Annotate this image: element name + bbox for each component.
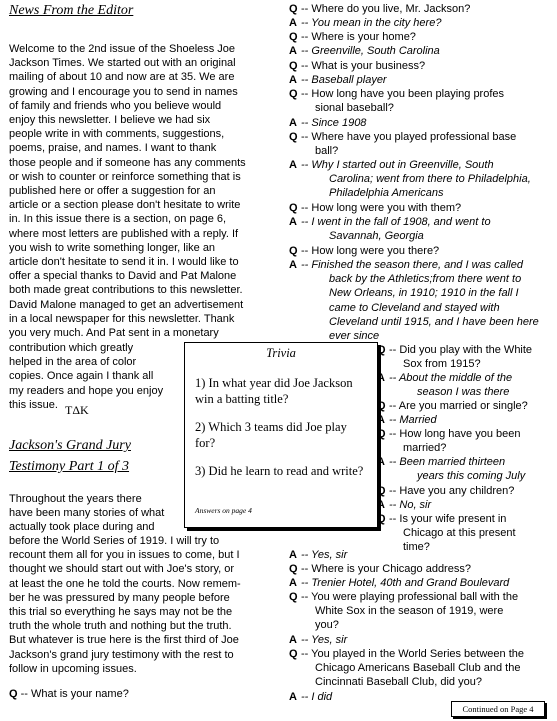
- question-text: [301, 590, 518, 633]
- text-line: published here or offer a suggestion for an: [9, 185, 216, 198]
- first-question: [9, 687, 129, 701]
- text-line: -- I did: [301, 691, 333, 703]
- text-line: helped in the area of color: [9, 356, 137, 369]
- text-line: ber he was pressured by many people before: [9, 591, 230, 604]
- text-line: -- You played in the World Series between the: [301, 648, 524, 660]
- text-line: have been many stories of what: [9, 507, 165, 520]
- text-line: sional baseball?: [315, 102, 394, 115]
- text-line: Chicago Americans Baseball Club and the: [315, 662, 521, 675]
- editor-signature: TΔK: [65, 403, 89, 417]
- answer-label: A: [289, 17, 297, 29]
- text-line: article don't hesitate to send it in. I would like to: [9, 256, 239, 269]
- jury-heading-line: Testimony Part 1 of 3: [9, 459, 130, 474]
- question-text: [301, 30, 416, 44]
- text-line: -- Yes, sir: [301, 634, 348, 646]
- text-line: But whatever is true here is the first third of Joe: [9, 634, 239, 647]
- answer-label: A: [289, 259, 297, 271]
- question-text: [389, 399, 528, 413]
- question-label: Q: [377, 485, 386, 497]
- answer-text: [301, 548, 347, 562]
- text-line: at least the one he told the courts. Now remem-: [9, 577, 241, 590]
- text-line: Philadelphia Americans: [329, 187, 444, 200]
- text-line: actually took place during and: [9, 521, 155, 534]
- question-label: Q: [289, 202, 298, 214]
- text-line: you wish to write something longer, like an: [9, 241, 216, 254]
- answer-label: A: [289, 159, 297, 171]
- jury-intro: [9, 534, 281, 676]
- trivia-question: 3) Did he learn to read and write?: [195, 464, 364, 478]
- question-text: -- What is your name?: [20, 688, 129, 700]
- text-line: -- Is your wife present in: [389, 513, 507, 525]
- text-line: ever since: [329, 330, 380, 343]
- question-label: Q: [289, 88, 298, 100]
- answer-text: [301, 690, 332, 704]
- question-text: [301, 2, 470, 16]
- question-label: Q: [9, 688, 18, 700]
- text-line: follow in upcoming issues.: [9, 662, 137, 675]
- text-line: -- I went in the fall of 1908, and went to: [301, 216, 491, 228]
- answer-text: [301, 258, 539, 343]
- text-line: offer a special thanks to David and Pat Malone: [9, 270, 237, 283]
- text-line: where most letters are published with a reply. If: [9, 227, 239, 240]
- question-text: [389, 343, 532, 371]
- text-line: my readers and hope you enjoy: [9, 384, 164, 397]
- question-label: Q: [289, 245, 298, 257]
- text-line: you?: [315, 619, 339, 632]
- text-line: -- What is your business?: [301, 60, 426, 72]
- text-line: -- No, sir: [389, 499, 432, 511]
- text-line: back by the Athletics;from there went to: [329, 273, 522, 286]
- text-line: -- About the middle of the: [389, 372, 513, 384]
- text-line: -- Greenville, South Carolina: [301, 45, 440, 57]
- text-line: people write in with comments, suggestions,: [9, 128, 225, 141]
- question-text: [301, 87, 504, 115]
- text-line: -- Been married thirteen: [389, 456, 506, 468]
- text-line: Jackson Times. We started out with an original: [9, 57, 236, 70]
- text-line: married?: [403, 442, 447, 455]
- text-line: -- Finished the season there, and I was called: [301, 259, 523, 271]
- text-line: this issue.: [9, 398, 58, 411]
- answer-label: A: [289, 216, 297, 228]
- answer-text: [301, 116, 366, 130]
- text-line: of family and friends who you believe would: [9, 99, 222, 112]
- answer-label: A: [289, 691, 297, 703]
- question-label: Q: [377, 344, 386, 356]
- text-line: Sox from 1915?: [403, 358, 481, 371]
- answer-text: [389, 455, 525, 483]
- text-line: -- Yes, sir: [301, 549, 348, 561]
- text-line: ball?: [315, 145, 339, 158]
- text-line: thought we should start out with Joe's story, or: [9, 563, 235, 576]
- text-line: -- Where is your home?: [301, 31, 416, 43]
- trivia-title: Trivia: [266, 346, 296, 360]
- question-text: [301, 562, 471, 576]
- text-line: Savannah, Georgia: [329, 230, 424, 243]
- text-line: mailing of about 10 and now are at 35. We are: [9, 71, 235, 84]
- question-label: Q: [289, 3, 298, 15]
- trivia-answers-note: Answers on page 4: [195, 506, 252, 515]
- answer-label: A: [289, 117, 297, 129]
- text-line: poems, praise, and names. I want to thank: [9, 142, 217, 155]
- text-line: recount them all for you in issues to come, but I: [9, 549, 240, 562]
- text-line: came to Cleveland and stayed with: [329, 301, 500, 314]
- text-line: Welcome to the 2nd issue of the Shoeless Joe: [9, 43, 236, 55]
- text-line: -- Baseball player: [301, 74, 387, 86]
- text-line: David Malone managed to get an advertisement: [9, 298, 244, 311]
- jury-heading: [9, 435, 131, 477]
- question-label: Q: [289, 131, 298, 143]
- question-label: Q: [289, 648, 298, 660]
- text-line: or wish to counter or reinforce something that is: [9, 170, 241, 183]
- text-line: -- You were playing professional ball with the: [301, 591, 519, 603]
- text-line: -- Married: [389, 414, 437, 426]
- text-line: growing and I encourage you to send in names: [9, 85, 238, 98]
- text-line: -- Trenier Hotel, 40th and Grand Boulevard: [301, 577, 510, 589]
- editor-paragraph: [9, 42, 281, 340]
- text-line: Cincinnati Baseball Club, did you?: [315, 676, 482, 689]
- answer-text: [301, 576, 509, 590]
- text-line: contribution which greatly: [9, 342, 134, 354]
- text-line: -- Did you play with the White: [389, 344, 533, 356]
- text-line: Carolina; went from there to Philadelphia,: [329, 173, 531, 186]
- question-text: [389, 484, 514, 498]
- answer-label: A: [289, 45, 297, 57]
- text-line: -- Since 1908: [301, 117, 367, 129]
- answer-label: A: [377, 456, 385, 468]
- text-line: -- Where have you played professional base: [301, 131, 517, 143]
- answer-label: A: [289, 74, 297, 86]
- text-line: time?: [403, 541, 430, 554]
- text-line: -- How long were you there?: [301, 245, 440, 257]
- answer-label: A: [289, 634, 297, 646]
- text-line: -- You mean in the city here?: [301, 17, 442, 29]
- question-label: Q: [289, 591, 298, 603]
- editor-paragraph-end: [9, 341, 184, 412]
- text-line: -- Are you married or single?: [389, 400, 528, 412]
- text-line: this trial so everything he says may not be the: [9, 606, 233, 619]
- answer-text: [389, 371, 512, 399]
- text-line: Cleveland until 1915, and I have been here: [329, 315, 539, 328]
- text-line: -- Why I started out in Greenville, South: [301, 159, 494, 171]
- question-text: [301, 201, 461, 215]
- continued-note: Continued on Page 4: [451, 701, 545, 717]
- question-label: Q: [377, 513, 386, 525]
- text-line: enjoy this newsletter. I believe we had six: [9, 114, 211, 127]
- text-line: -- How long have you been playing profes: [301, 88, 505, 100]
- text-line: both made great contributions to this newsletter.: [9, 284, 243, 297]
- question-text: [301, 59, 425, 73]
- answer-text: [301, 215, 491, 243]
- text-line: White Sox in the season of 1919, were: [315, 605, 504, 618]
- answer-text: [301, 73, 387, 87]
- answer-label: A: [289, 577, 297, 589]
- trivia-question: 1) In what year did Joe Jackson win a batting title?: [195, 376, 353, 406]
- text-line: -- Have you any children?: [389, 485, 515, 497]
- answer-label: A: [377, 372, 385, 384]
- jury-heading-line: Jackson's Grand Jury: [9, 438, 131, 453]
- text-line: Jackson's grand jury testimony with the rest to: [9, 648, 234, 661]
- text-line: Throughout the years there: [9, 493, 142, 505]
- question-label: Q: [377, 428, 386, 440]
- text-line: before the World Series of 1919. I will try to: [9, 535, 220, 547]
- text-line: -- How long have you been: [389, 428, 521, 440]
- text-line: you very much. And Pat sent in a monetary: [9, 327, 219, 340]
- question-text: [389, 427, 520, 455]
- answer-text: [301, 158, 531, 201]
- question-label: Q: [289, 31, 298, 43]
- text-line: -- Where do you live, Mr. Jackson?: [301, 3, 471, 15]
- question-label: Q: [289, 563, 298, 575]
- trivia-question: 2) Which 3 teams did Joe play for?: [195, 420, 347, 450]
- answer-text: [389, 413, 437, 427]
- answer-label: A: [377, 414, 385, 426]
- text-line: -- Where is your Chicago address?: [301, 563, 471, 575]
- text-line: article or a section please don't hesitate to write: [9, 199, 241, 212]
- text-line: New Orleans, in 1910; 1910 in the fall I: [329, 287, 519, 300]
- trivia-box: [184, 342, 378, 528]
- text-line: Chicago at this present: [403, 527, 516, 540]
- answer-text: [301, 633, 347, 647]
- question-text: [301, 244, 439, 258]
- text-line: season I was there: [417, 386, 510, 399]
- text-line: copies. Once again I thank all: [9, 370, 154, 383]
- text-line: in a local newspaper for this newsletter. Thank: [9, 312, 235, 325]
- question-label: Q: [289, 60, 298, 72]
- text-line: truth the whole truth and nothing but the truth.: [9, 620, 232, 633]
- editor-heading: News From the Editor: [9, 3, 134, 18]
- text-line: in. In this issue there is a section, on page 6,: [9, 213, 227, 226]
- answer-label: A: [377, 499, 385, 511]
- jury-intro-start: [9, 492, 184, 535]
- text-line: -- How long were you with them?: [301, 202, 462, 214]
- answer-text: [301, 44, 440, 58]
- question-text: [389, 512, 516, 555]
- question-text: [301, 130, 516, 158]
- question-text: [301, 647, 524, 690]
- answer-text: [301, 16, 441, 30]
- question-label: Q: [377, 400, 386, 412]
- answer-text: [389, 498, 431, 512]
- text-line: years this coming July: [417, 470, 526, 483]
- text-line: those people and if someone has any comments: [9, 156, 246, 169]
- answer-label: A: [289, 549, 297, 561]
